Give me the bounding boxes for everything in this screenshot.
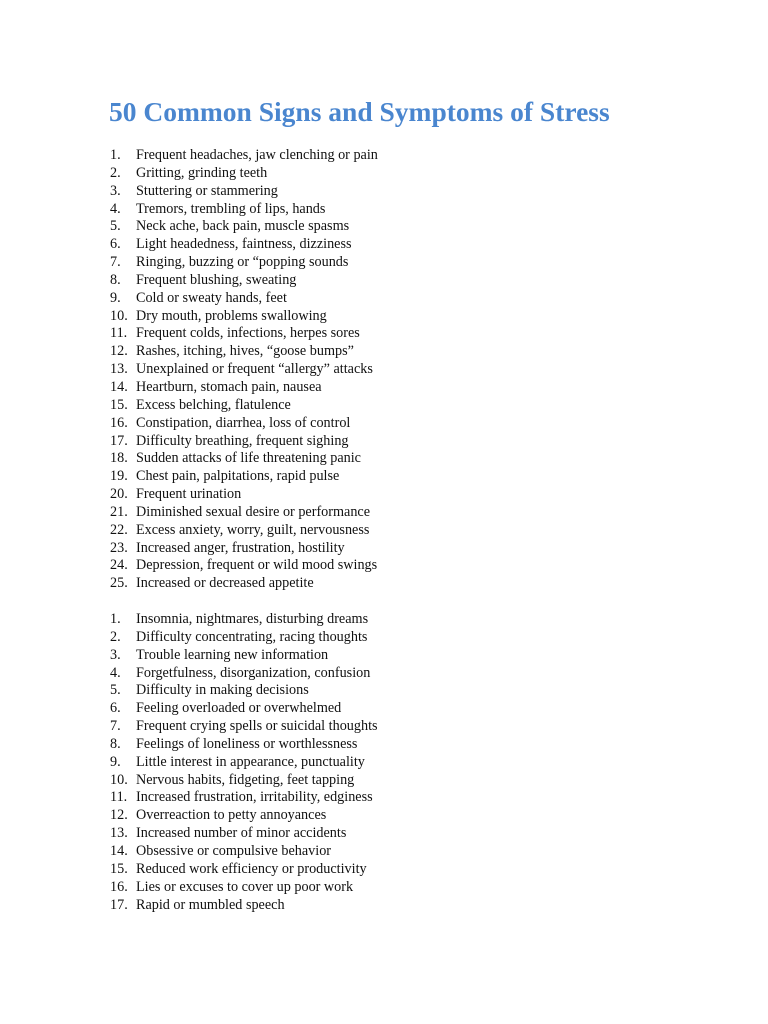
- list-item-number: 14.: [110, 842, 128, 859]
- list-item: [110, 540, 378, 558]
- list-item: [110, 718, 378, 736]
- list-item-text: Tremors, trembling of lips, hands: [136, 200, 326, 217]
- list-item-text: Chest pain, palpitations, rapid pulse: [136, 468, 340, 485]
- list-item-text: Neck ache, back pain, muscle spasms: [136, 218, 350, 235]
- list-item-number: 4.: [110, 200, 121, 217]
- list-item: [110, 183, 378, 201]
- list-item-number: 6.: [110, 236, 121, 253]
- list-item-number: 4.: [110, 664, 121, 681]
- list-item-text: Frequent headaches, jaw clenching or pain: [136, 147, 378, 163]
- list-item-text: Rashes, itching, hives, “goose bumps”: [136, 343, 354, 360]
- list-item-text: Sudden attacks of life threatening panic: [136, 450, 361, 467]
- list-item-number: 8.: [110, 271, 121, 288]
- list-item-text: Frequent blushing, sweating: [136, 271, 297, 288]
- list-item-number: 12.: [110, 807, 128, 824]
- list-item-text: Ringing, buzzing or “popping sounds: [136, 254, 349, 271]
- list-item-text: Excess belching, flatulence: [136, 396, 291, 413]
- list-item-number: 10.: [110, 307, 128, 324]
- list-item-text: Feeling overloaded or overwhelmed: [136, 700, 342, 717]
- list-item-text: Rapid or mumbled speech: [136, 896, 285, 913]
- list-item-text: Difficulty breathing, frequent sighing: [136, 432, 349, 449]
- list-item-number: 16.: [110, 878, 128, 895]
- list-item: [110, 361, 378, 379]
- list-item: [110, 772, 378, 790]
- list-item-number: 17.: [110, 896, 128, 913]
- list-item: [110, 700, 378, 718]
- list-item-text: Increased anger, frustration, hostility: [136, 539, 345, 556]
- list-item-number: 19.: [110, 468, 128, 485]
- list-item-text: Forgetfulness, disorganization, confusion: [136, 664, 371, 681]
- list-item-number: 3.: [110, 646, 121, 663]
- list-item: [110, 415, 378, 433]
- list-item-number: 9.: [110, 753, 121, 770]
- list-item-text: Stuttering or stammering: [136, 182, 278, 199]
- list-item-text: Depression, frequent or wild mood swings: [136, 557, 378, 574]
- list-item-text: Gritting, grinding teeth: [136, 164, 268, 181]
- list-item: [110, 557, 378, 575]
- list-item: [110, 379, 378, 397]
- list-item: [110, 879, 378, 897]
- list-item-number: 5.: [110, 218, 121, 235]
- list-item-text: Frequent urination: [136, 486, 242, 503]
- list-item-text: Difficulty in making decisions: [136, 682, 309, 699]
- list-item-text: Obsessive or compulsive behavior: [136, 842, 332, 859]
- page-title: 50 Common Signs and Symptoms of Stress: [109, 96, 610, 127]
- list-item: [110, 611, 378, 629]
- list-item-text: Increased number of minor accidents: [136, 825, 347, 842]
- list-item: [110, 468, 378, 486]
- list-item-text: Trouble learning new information: [136, 646, 329, 663]
- list-item-number: 16.: [110, 414, 128, 431]
- list-item-number: 3.: [110, 182, 121, 199]
- symptom-list-physical: [110, 147, 378, 593]
- list-item-number: 15.: [110, 860, 128, 877]
- list-item-text: Difficulty concentrating, racing thoughts: [136, 628, 368, 645]
- list-item: [110, 629, 378, 647]
- list-item-number: 13.: [110, 825, 128, 842]
- list-item: [110, 647, 378, 665]
- list-item: [110, 308, 378, 326]
- list-item-text: Overreaction to petty annoyances: [136, 807, 327, 824]
- list-item-number: 9.: [110, 289, 121, 306]
- list-item: [110, 575, 378, 593]
- list-item: [110, 504, 378, 522]
- list-item-text: Constipation, diarrhea, loss of control: [136, 414, 351, 431]
- list-item-number: 7.: [110, 718, 121, 735]
- list-item: [110, 789, 378, 807]
- list-item: [110, 325, 378, 343]
- list-item-number: 2.: [110, 628, 121, 645]
- list-item: [110, 343, 378, 361]
- list-item-text: Cold or sweaty hands, feet: [136, 289, 287, 306]
- list-item-text: Increased or decreased appetite: [136, 575, 314, 592]
- list-item: [110, 433, 378, 451]
- list-item-number: 10.: [110, 771, 128, 788]
- list-item-number: 20.: [110, 486, 128, 503]
- list-item-number: 11.: [110, 325, 128, 342]
- list-item-text: Light headedness, faintness, dizziness: [136, 236, 352, 253]
- list-item-number: 13.: [110, 361, 128, 378]
- list-item-number: 8.: [110, 735, 121, 752]
- list-item: [110, 218, 378, 236]
- list-item: [110, 843, 378, 861]
- list-item-text: Frequent crying spells or suicidal thoughts: [136, 718, 378, 735]
- list-item-number: 6.: [110, 700, 121, 717]
- list-item-number: 14.: [110, 378, 128, 395]
- list-item-text: Frequent colds, infections, herpes sores: [136, 325, 360, 342]
- list-item-text: Dry mouth, problems swallowing: [136, 307, 327, 324]
- list-item-number: 5.: [110, 682, 121, 699]
- list-item: [110, 254, 378, 272]
- list-item: [110, 861, 378, 879]
- list-item: [110, 165, 378, 183]
- list-item-text: Feelings of loneliness or worthlessness: [136, 735, 358, 752]
- list-item-number: 2.: [110, 164, 121, 181]
- list-item-number: 12.: [110, 343, 128, 360]
- list-item-number: 22.: [110, 521, 128, 538]
- list-item-number: 23.: [110, 539, 128, 556]
- list-item-number: 1.: [110, 611, 121, 627]
- list-item-number: 25.: [110, 575, 128, 592]
- list-item-text: Unexplained or frequent “allergy” attacks: [136, 361, 373, 378]
- list-item-text: Little interest in appearance, punctuality: [136, 753, 365, 770]
- list-item: [110, 290, 378, 308]
- list-item-text: Diminished sexual desire or performance: [136, 503, 371, 520]
- list-item: [110, 682, 378, 700]
- list-item-number: 15.: [110, 396, 128, 413]
- list-item: [110, 754, 378, 772]
- list-item-text: Insomnia, nightmares, disturbing dreams: [136, 611, 369, 627]
- list-item-number: 21.: [110, 503, 128, 520]
- list-item: [110, 522, 378, 540]
- list-item: [110, 272, 378, 290]
- symptom-list-mental: [110, 611, 378, 914]
- list-item-number: 1.: [110, 147, 121, 163]
- list-item-number: 18.: [110, 450, 128, 467]
- list-item-number: 7.: [110, 254, 121, 271]
- list-item-text: Increased frustration, irritability, edginess: [136, 789, 373, 806]
- list-item-text: Excess anxiety, worry, guilt, nervousness: [136, 521, 370, 538]
- list-item: [110, 201, 378, 219]
- list-item-text: Heartburn, stomach pain, nausea: [136, 378, 322, 395]
- list-item-number: 24.: [110, 557, 128, 574]
- list-item: [110, 825, 378, 843]
- list-item-text: Lies or excuses to cover up poor work: [136, 878, 354, 895]
- list-item: [110, 665, 378, 683]
- list-item-number: 17.: [110, 432, 128, 449]
- list-item: [110, 147, 378, 165]
- list-item-text: Nervous habits, fidgeting, feet tapping: [136, 771, 355, 788]
- list-item: [110, 450, 378, 468]
- list-item: [110, 736, 378, 754]
- list-item: [110, 807, 378, 825]
- list-item: [110, 897, 378, 915]
- list-item-text: Reduced work efficiency or productivity: [136, 860, 367, 877]
- list-item-number: 11.: [110, 789, 128, 806]
- list-item: [110, 397, 378, 415]
- list-item: [110, 236, 378, 254]
- list-item: [110, 486, 378, 504]
